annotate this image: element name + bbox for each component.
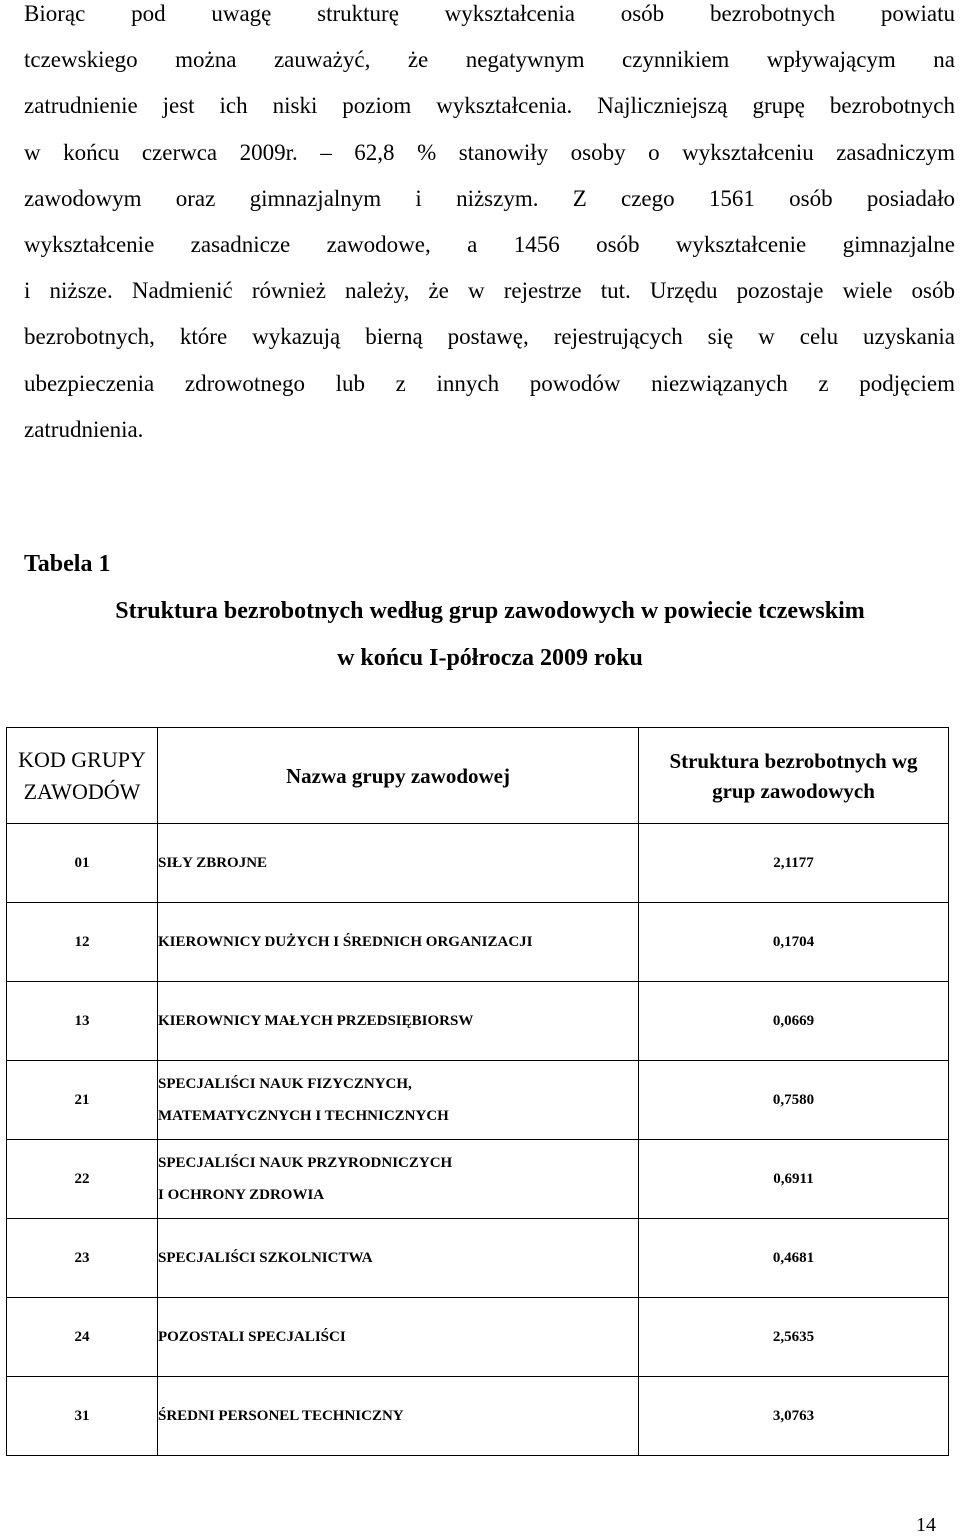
row-value: 2,1177: [639, 824, 949, 903]
row-code: 13: [7, 982, 158, 1061]
paragraph-line: wykształcenie zasadnicze zawodowe, a 1456 osób wykształcenie gimnazjalne: [24, 231, 955, 257]
table-title: Struktura bezrobotnych według grup zawodowych w powiecie tczewskim: [115, 598, 865, 624]
row-value: 3,0763: [639, 1377, 949, 1456]
header-code-line1: KOD GRUPY: [18, 746, 146, 772]
header-code-line2: ZAWODÓW: [23, 778, 141, 804]
paragraph-line: zatrudnienie jest ich niski poziom wykształcenia. Najliczniejszą grupę bezrobotnych: [24, 93, 955, 119]
row-code: 01: [7, 824, 158, 903]
row-name: SPECJALIŚCI SZKOLNICTWA: [158, 1219, 639, 1298]
table-row: [7, 1219, 949, 1298]
occupation-structure-table: [6, 727, 949, 1456]
row-code: 24: [7, 1298, 158, 1377]
table-row: [7, 982, 949, 1061]
row-name: POZOSTALI SPECJALIŚCI: [158, 1298, 639, 1377]
row-code: 23: [7, 1219, 158, 1298]
table-row: [7, 1377, 949, 1456]
row-value: 0,7580: [639, 1061, 949, 1140]
table-subtitle: w końcu I-półrocza 2009 roku: [337, 645, 643, 671]
paragraph-line: i niższe. Nadmienić również należy, że w rejestrze tut. Urzędu pozostaje wiele osób: [24, 278, 955, 304]
row-code: 12: [7, 903, 158, 982]
row-code: 31: [7, 1377, 158, 1456]
header-code: [7, 728, 158, 824]
row-name-line2: I OCHRONY ZDROWIA: [158, 1187, 325, 1203]
page-number: 14: [916, 1514, 936, 1536]
row-name-line1: SPECJALIŚCI NAUK FIZYCZNYCH,: [158, 1076, 412, 1092]
row-name: [158, 1140, 639, 1219]
table-row: [7, 1061, 949, 1140]
paragraph-line: tczewskiego można zauważyć, że negatywnym czynnikiem wpływającym na: [24, 47, 955, 73]
row-name: ŚREDNI PERSONEL TECHNICZNY: [158, 1377, 639, 1456]
row-name: KIEROWNICY MAŁYCH PRZEDSIĘBIORSW: [158, 982, 639, 1061]
row-name: [158, 1061, 639, 1140]
paragraph-line: zawodowym oraz gimnazjalnym i niższym. Z czego 1561 osób posiadało: [24, 185, 955, 211]
row-value: 2,5635: [639, 1298, 949, 1377]
header-structure-line2: grup zawodowych: [712, 778, 875, 803]
table-header-row: [7, 728, 949, 824]
paragraph-line: Biorąc pod uwagę strukturę wykształcenia osób bezrobotnych powiatu: [24, 1, 955, 26]
paragraph-line: ubezpieczenia zdrowotnego lub z innych powodów niezwiązanych z podjęciem: [24, 370, 955, 396]
row-name-line1: SPECJALIŚCI NAUK PRZYRODNICZYCH: [158, 1155, 453, 1171]
row-name: KIEROWNICY DUŻYCH I ŚREDNICH ORGANIZACJI: [158, 903, 639, 982]
paragraph-line: w końcu czerwca 2009r. – 62,8 % stanowiły osoby o wykształceniu zasadniczym: [24, 139, 955, 165]
paragraph-line: zatrudnienia.: [24, 416, 144, 442]
row-name-line2: MATEMATYCZNYCH I TECHNICZNYCH: [158, 1108, 449, 1124]
row-value: 0,6911: [639, 1140, 949, 1219]
paragraph-line: bezrobotnych, które wykazują bierną postawę, rejestrujących się w celu uzyskania: [24, 324, 955, 350]
row-code: 22: [7, 1140, 158, 1219]
row-name: SIŁY ZBROJNE: [158, 824, 639, 903]
row-value: 0,4681: [639, 1219, 949, 1298]
row-code: 21: [7, 1061, 158, 1140]
header-structure-line1: Struktura bezrobotnych wg: [669, 748, 918, 773]
row-value: 0,0669: [639, 982, 949, 1061]
header-structure: [639, 728, 949, 824]
table-row: [7, 903, 949, 982]
table-caption: Tabela 1: [24, 551, 111, 577]
table-row: [7, 824, 949, 903]
table-row: [7, 1298, 949, 1377]
header-name: Nazwa grupy zawodowej: [158, 728, 639, 824]
intro-paragraph: [24, 0, 955, 453]
row-value: 0,1704: [639, 903, 949, 982]
table-row: [7, 1140, 949, 1219]
